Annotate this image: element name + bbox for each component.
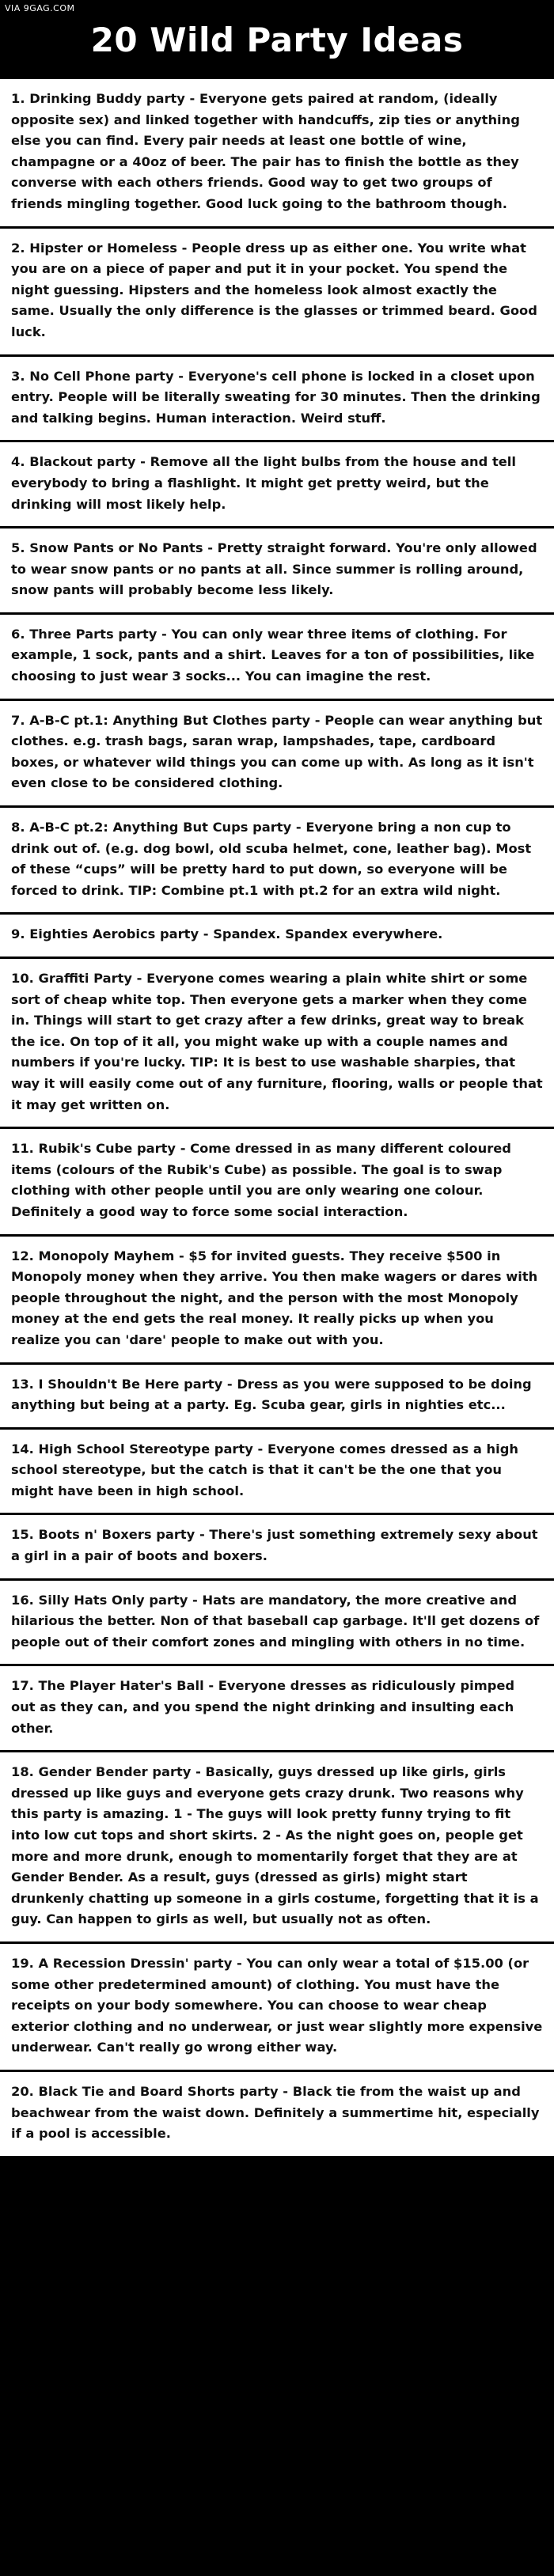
idea-number: 7. — [11, 712, 25, 728]
idea-number: 5. — [11, 540, 25, 556]
party-ideas-list — [0, 79, 554, 2156]
idea-description: Come dressed in as many different coloured items (colours of the Rubik's Cube) as possible. The goal is to swap clothing with other people until you are only wearing one colour. Definitely a good way to force some social interaction. — [11, 1141, 511, 1219]
party-idea-item — [0, 357, 554, 441]
idea-description: $5 for invited guests. They receive $500 in Monopoly money when they arrive. You then make wagers or dares with people throughout the night, and the person with the most Monopoly money at the end gets the real money. It really picks up when you realize you can 'dare' people to make out with you. — [11, 1248, 538, 1347]
party-idea-item — [0, 528, 554, 612]
idea-name: No Cell Phone party — [29, 368, 174, 384]
idea-separator: - — [199, 926, 214, 942]
idea-name: I Shouldn't Be Here party — [38, 1376, 223, 1392]
idea-number: 3. — [11, 368, 25, 384]
idea-description: Basically, guys dressed up like girls, girls dressed up like guys and everyone gets crazy drunk. Two reasons why this party is amazing. 1 - The guys will look pretty funny trying to fit into low cut tops and short skirts. 2 - As the night goes on, people get more and more drunk, enough to momentarily forget that they are at Gender Bender. As a result, guys (dressed as girls) might start drunkenly chatting up someone in a girls costume, forgetting that it is a guy. Can happen to girls as well, but usually not as often. — [11, 1764, 539, 1927]
idea-number: 4. — [11, 454, 25, 470]
idea-separator: - — [135, 454, 150, 470]
party-idea-item — [0, 808, 554, 912]
idea-name: Blackout party — [29, 454, 136, 470]
idea-number: 16. — [11, 1592, 34, 1608]
idea-separator: - — [176, 1141, 191, 1157]
idea-separator: - — [222, 1376, 237, 1392]
idea-separator: - — [184, 91, 199, 106]
party-idea-item — [0, 959, 554, 1127]
idea-separator: - — [157, 626, 172, 642]
party-idea-item — [0, 1666, 554, 1750]
idea-number: 19. — [11, 1955, 34, 1971]
party-idea-item — [0, 229, 554, 354]
idea-description: Everyone bring a non cup to drink out of. (e.g. dog bowl, old scuba helmet, cone, leather bag). Most of these “cups” will be pretty hard to put down, so everyone will be forced to drink. TIP: Combine pt.1 with pt.2 for an extra wild night. — [11, 820, 532, 898]
party-idea-item — [0, 701, 554, 805]
party-idea-item — [0, 1430, 554, 1513]
idea-number: 6. — [11, 626, 25, 642]
idea-name: The Player Hater's Ball — [38, 1678, 204, 1694]
party-idea-item — [0, 615, 554, 699]
idea-separator: - — [278, 2083, 293, 2099]
idea-number: 12. — [11, 1248, 34, 1263]
idea-separator: - — [132, 971, 147, 986]
idea-description: People dress up as either one. You write what you are on a piece of paper and put it in your pocket. You spend the night guessing. Hipsters and the homeless look almost exactly the same. Usually the only difference is the glasses or trimmed beard. Good luck. — [11, 240, 537, 339]
idea-name: A-B-C pt.2: Anything But Cups party — [29, 820, 292, 835]
idea-description: Hats are mandatory, the more creative and hilarious the better. Non of that baseball cap garbage. It'll get dozens of people out of their comfort zones and mingling with others in no time. — [11, 1592, 540, 1650]
idea-separator: - — [291, 820, 306, 835]
idea-description: Everyone gets paired at random, (ideally opposite sex) and linked together with handcuffs, zip ties or anything else you can find. Every pair needs at least one bottle of wine, champagne or a 40oz of beer. The pair has to finish the bottle as they converse with each others friends. Good way to get two groups of friends mingling together. Good luck going to the bathroom though. — [11, 91, 520, 211]
idea-name: Silly Hats Only party — [38, 1592, 188, 1608]
idea-description: Black tie from the waist up and beachwear from the waist down. Definitely a summertime hit, especially if a pool is accessible. — [11, 2083, 540, 2142]
idea-name: Black Tie and Board Shorts party — [38, 2083, 279, 2099]
idea-separator: - — [203, 540, 218, 556]
idea-number: 15. — [11, 1527, 34, 1543]
idea-name: A Recession Dressin' party — [38, 1955, 233, 1971]
idea-description: People can wear anything but clothes. e.g. trash bags, saran wrap, lampshades, tape, cardboard boxes, or whatever wild things you can come up with. As long as it isn't even close to be considered clothing. — [11, 712, 543, 791]
idea-name: Boots n' Boxers party — [38, 1527, 195, 1543]
idea-description: Everyone comes dressed as a high school stereotype, but the catch is that it can't be the one that you might have been in high school. — [11, 1441, 518, 1498]
idea-description: Spandex. Spandex everywhere. — [213, 926, 443, 942]
page-title: 20 Wild Party Ideas — [90, 20, 464, 59]
party-idea-item — [0, 1365, 554, 1427]
idea-description: Everyone dresses as ridiculously pimped out as they can, and you spend the night drinking and insulting each other. — [11, 1678, 515, 1736]
idea-number: 18. — [11, 1764, 34, 1780]
idea-name: Snow Pants or No Pants — [29, 540, 203, 556]
idea-name: Three Parts party — [29, 626, 157, 642]
idea-name: Drinking Buddy party — [29, 91, 185, 106]
idea-description: Pretty straight forward. You're only allowed to wear snow pants or no pants at all. Since summer is rolling around, snow pants will probably become less likely. — [11, 540, 537, 598]
idea-separator: - — [173, 368, 188, 384]
idea-number: 1. — [11, 91, 25, 106]
idea-description: There's just something extremely sexy about a girl in a pair of boots and boxers. — [11, 1527, 538, 1564]
idea-number: 11. — [11, 1141, 34, 1157]
idea-separator: - — [195, 1527, 210, 1543]
idea-number: 2. — [11, 240, 25, 256]
party-idea-item — [0, 1944, 554, 2070]
idea-separator: - — [174, 1248, 189, 1263]
idea-description: Everyone comes wearing a plain white shirt or some sort of cheap white top. Then everyone gets a marker when they come in. Things will start to get crazy after a few drinks, great way to break the ice. On top of it all, you might wake up with a couple names and numbers if you're lucky. TIP: It is best to use washable sharpies, that way it will easily come out of any furniture, flooring, walls or people that it may get written on. — [11, 971, 543, 1112]
party-idea-item — [0, 1581, 554, 1665]
idea-number: 10. — [11, 971, 34, 986]
party-idea-item — [0, 2072, 554, 2156]
idea-name: Eighties Aerobics party — [29, 926, 199, 942]
idea-number: 8. — [11, 820, 25, 835]
idea-separator: - — [310, 712, 325, 728]
idea-name: Monopoly Mayhem — [38, 1248, 175, 1263]
idea-description: You can only wear three items of clothing. For example, 1 sock, pants and a shirt. Leaves for a ton of possibilities, like choosing to just wear 3 socks... You can imagine the rest. — [11, 626, 535, 684]
idea-separator: - — [176, 240, 192, 256]
idea-description: Everyone's cell phone is locked in a closet upon entry. People will be literally sweating for 30 minutes. Then the drinking and talking begins. Human interaction. Weird stuff. — [11, 368, 541, 426]
party-idea-item — [0, 1237, 554, 1362]
party-idea-item — [0, 915, 554, 957]
idea-separator: - — [232, 1955, 247, 1971]
party-idea-item — [0, 1129, 554, 1233]
idea-separator: - — [191, 1764, 206, 1780]
idea-name: Graffiti Party — [38, 971, 132, 986]
party-idea-item — [0, 79, 554, 226]
idea-separator: - — [203, 1678, 218, 1694]
idea-separator: - — [252, 1441, 268, 1457]
idea-name: Rubik's Cube party — [38, 1141, 176, 1157]
idea-number: 9. — [11, 926, 25, 942]
idea-name: A-B-C pt.1: Anything But Clothes party — [29, 712, 311, 728]
idea-number: 20. — [11, 2083, 34, 2099]
idea-name: High School Stereotype party — [38, 1441, 253, 1457]
idea-number: 17. — [11, 1678, 34, 1694]
party-idea-item — [0, 1515, 554, 1578]
idea-separator: - — [188, 1592, 203, 1608]
idea-number: 14. — [11, 1441, 34, 1457]
idea-name: Hipster or Homeless — [29, 240, 177, 256]
watermark: VIA 9GAG.COM — [5, 3, 75, 13]
idea-name: Gender Bender party — [38, 1764, 192, 1780]
party-idea-item — [0, 442, 554, 526]
idea-number: 13. — [11, 1376, 34, 1392]
idea-description: You can only wear a total of $15.00 (or some other predetermined amount) of clothing. You must have the receipts on your body somewhere. You can choose to wear cheap exterior clothing and no underwear, or just wear slightly more expensive underwear. Can't really go wrong either way. — [11, 1955, 543, 2055]
idea-description: Remove all the light bulbs from the house and tell everybody to bring a flashlight. It might get pretty weird, but the drinking will most likely help. — [11, 454, 516, 512]
idea-description: Dress as you were supposed to be doing anything but being at a party. Eg. Scuba gear, girls in nighties etc... — [11, 1376, 532, 1413]
party-idea-item — [0, 1752, 554, 1941]
